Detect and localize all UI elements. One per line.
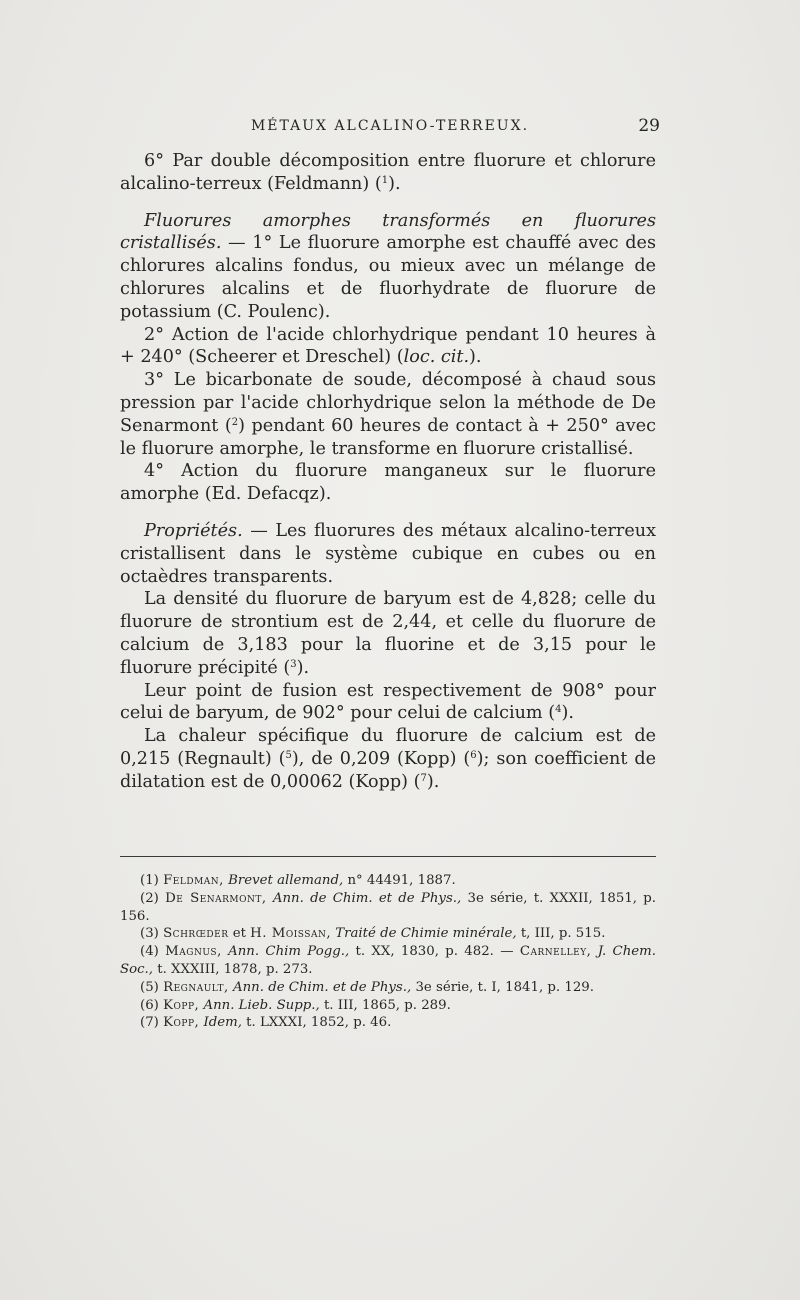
paragraph-method-3: 3° Le bicarbonate de soude, décomposé à chaud sous pression par l'acide chlorhydrique selon la méthode de De Senarmont ($^2$) pendant 60 heures de contact à + 250° avec le fluorure amorphe, le transforme en fluorure cristallisé. [120, 370, 656, 459]
section-title-properties: Propriétés. [144, 520, 243, 541]
paragraph-density: La densité du fluorure de baryum est de 4,828; celle du fluorure de strontium est de 2,44, et celle du fluorure de calcium de 3,183 pour la fluorine et de 3,15 pour le fluorure précipité ($^3$). [120, 589, 656, 678]
footnote-7: (7) Kopp, Idem, t. LXXXI, 1852, p. 46. [140, 1015, 392, 1031]
paragraph-melting-point: Leur point de fusion est respectivement de 908° pour celui de baryum, de 902° pour celui de calcium ($^4$). [120, 680, 656, 724]
paragraph-method-4: 4° Action du fluorure manganeux sur le fluorure amorphe (Ed. Defacqz). [120, 461, 656, 505]
paragraph-method-6: 6° Par double décomposition entre fluorure et chlorure alcalino-terreux (Feldmann) ($^1$). [120, 151, 656, 194]
footnotes [120, 872, 656, 1032]
footnote-5: (5) Regnault, Ann. de Chim. et de Phys., 3e série, t. I, 1841, p. 129. [140, 979, 594, 995]
footnote-4: (4) Magnus, Ann. Chim Pogg., t. XX, 1830, p. 482. — Carnelley, J. Chem. Soc., t. XXXIII, 1878, p. 273. [120, 944, 656, 977]
footnote-divider [120, 856, 656, 857]
footnote-2: (2) De Senarmont, Ann. de Chim. et de Phys., 3e série, t. XXXII, 1851, p. 156. [120, 890, 656, 924]
paragraph-transformation: Fluorures amorphes transformés en fluorures cristallisés. — 1° Le fluorure amorphe est chauffé avec des chlorures alcalins fondus, ou mieux avec un mélange de chlorures alcalins et de fluorhydrate de fluorure de potassium (C. Poulenc). [120, 210, 656, 322]
paragraph-specific-heat: La chaleur spécifique du fluorure de calcium est de 0,215 (Regnault) ($^5$), de 0,209 (Kopp) ($^6$); son coefficient de dilatation est de 0,00062 (Kopp) ($^7$). [120, 726, 656, 792]
paragraph-properties: Propriétés. — Les fluorures des métaux alcalino-terreux cristallisent dans le système cubique en cubes ou en octaèdres transparents. [120, 520, 656, 587]
footnote-1: (1) Feldman, Brevet allemand, n° 44491, 1887. [140, 873, 456, 888]
main-text [120, 150, 656, 794]
running-header: MÉTAUX ALCALINO-TERREUX. [250, 118, 530, 134]
page-number: 29 [638, 116, 660, 136]
footnote-6: (6) Kopp, Ann. Lieb. Supp., t. III, 1865, p. 289. [140, 997, 451, 1013]
section-title-transformation: Fluorures amorphes transformés en fluorures cristallisés. [120, 210, 656, 254]
footnote-3: (3) Schrœder et H. Moissan, Traité de Chimie minérale, t, III, p. 515. [140, 926, 606, 942]
paragraph-method-2: 2° Action de l'acide chlorhydrique pendant 10 heures à + 240° (Scheerer et Dreschel) (loc. cit.). [120, 324, 656, 368]
